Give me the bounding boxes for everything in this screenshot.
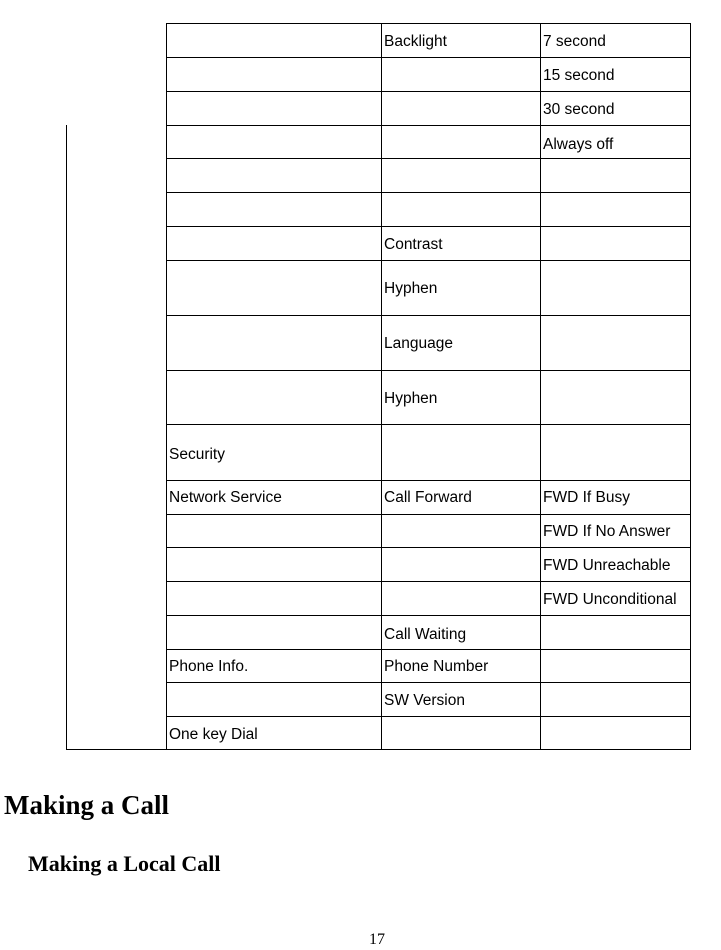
page-number: 17 [369,931,385,948]
table-rule [166,260,691,261]
table-cell: FWD If Busy [543,489,630,506]
table-cell: FWD If No Answer [543,523,671,540]
table-rule-right [690,23,691,750]
subsection-heading: Making a Local Call [28,851,221,876]
table-cell: Backlight [384,33,447,50]
table-rule [166,91,691,92]
table-cell: One key Dial [169,726,258,743]
table-cell: Phone Number [384,658,489,675]
table-cell: SW Version [384,692,465,709]
table-cell: Network Service [169,489,282,506]
table-cell: Language [384,335,453,352]
table-cell: Call Forward [384,489,472,506]
table-rule [166,226,691,227]
table-cell: Security [169,446,225,463]
table-cell: Call Waiting [384,626,467,643]
table-cell: FWD Unreachable [543,557,671,574]
table-rule [540,23,541,750]
table-rule [166,57,691,58]
table-rule [166,615,691,616]
table-rule [381,23,382,750]
table-rule [66,749,691,750]
table-rule [166,547,691,548]
table-cell: 30 second [543,101,615,118]
table-cell: 7 second [543,33,606,50]
table-rule [166,158,691,159]
table-rule [166,23,691,24]
table-rule [166,370,691,371]
table-rule [166,514,691,515]
table-cell: Hyphen [384,280,438,297]
table-rule [166,682,691,683]
table-rule [166,192,691,193]
section-heading: Making a Call [4,790,170,820]
table-rule [166,480,691,481]
table-rule-left [66,125,67,750]
table-cell: Contrast [384,236,443,253]
table-rule [166,315,691,316]
table-rule [166,125,691,126]
table-rule [166,581,691,582]
table-cell: Hyphen [384,390,438,407]
table-cell: Phone Info. [169,658,249,675]
table-rule [166,424,691,425]
table-cell: Always off [543,136,614,153]
table-rule [166,649,691,650]
table-rule [166,716,691,717]
table-cell: 15 second [543,67,615,84]
table-cell: FWD Unconditional [543,591,677,608]
table-rule [166,23,167,750]
